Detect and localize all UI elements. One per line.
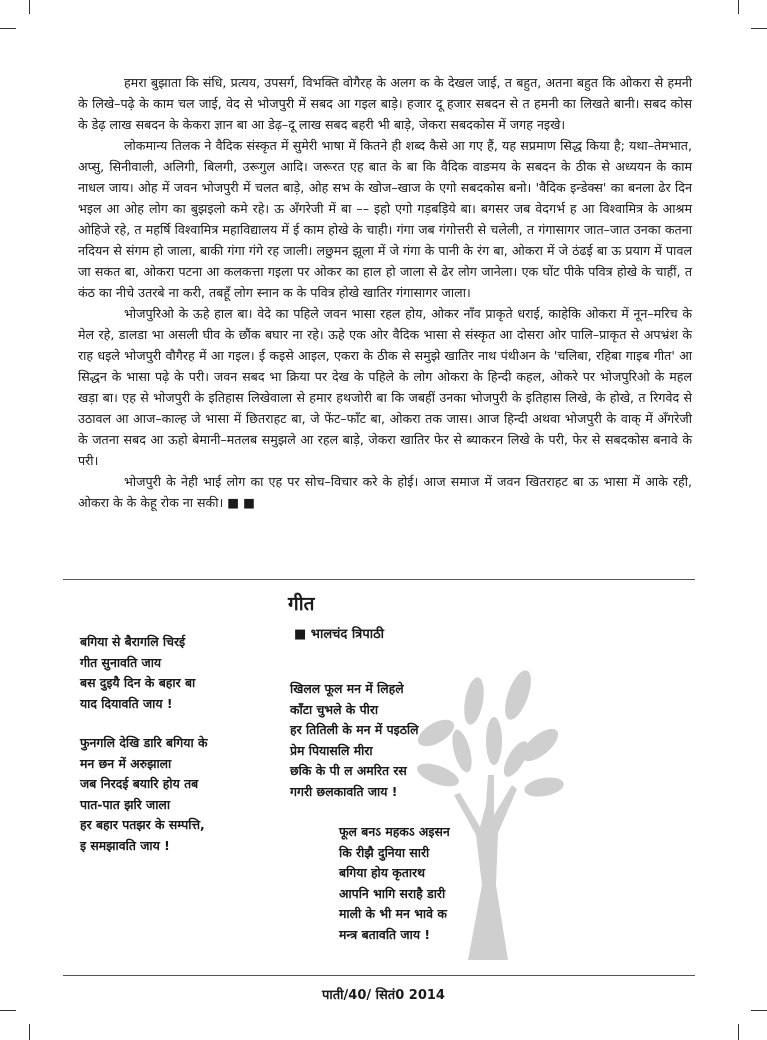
poem-line: हर तितिली के मन में पइठलि [290,722,419,737]
paragraph: हमरा बुझाता कि संधि, प्रत्यय, उपसर्ग, विभक्ति वोगैरह के अलग क के देखल जाई, त बहुत, अतना बहुत कि ओकरा से हमनी के लिखे–पढ़े के काम चल जाई, वेद से भोजपुरी में सबद आ गइल बाड़े। हजार दू हजार सबदन से त हमनी का लिखते बानी। सबद कोस के डेढ़ लाख सबदन के केकरा ज्ञान बा आ डेढ़–दू लाख सबद बहरी भी बाड़े, जेकरा सबदकोस में जगह नइखे। [78,75,692,132]
poem-line: छकि के पी ल अमरित रस [290,763,407,778]
crop-mark [751,1010,767,1011]
poem-line: बगिया होय कृतारथ [339,865,426,880]
poem-line: इ समझावति जाय ! [80,837,170,853]
poem-line: गगरी छलकावति जाय ! [290,783,398,799]
crop-mark [738,1024,739,1040]
poem-line: प्रेम पियासलि मीरा [290,742,373,758]
article-body [78,72,692,513]
poem-author: ■ भालचंद त्रिपाठी [294,627,385,642]
section-divider [63,579,695,580]
poem-line: गीत सुनावति जाय [80,654,162,670]
poem-line: हर बहार पतझर के सम्पत्ति, [80,817,205,832]
crop-mark [738,0,739,14]
crop-mark [29,1024,30,1040]
poem-line: माली के भी मन भावे क [339,906,447,921]
crop-mark [751,28,767,29]
poem-line: जब निरदई बयारि होय तब [80,776,199,791]
poem-line: बगिया से बैरागलि चिरई [80,634,186,649]
poem-stanza [290,679,419,802]
paragraph: भोजपुरिओ के ऊहे हाल बा। वेदे का पहिले जवन भासा रहल होय, ओकर नाँव प्राकृते धराई, काहेकि ओकरा में नून–मरिच के मेल रहे, डालडा भा असली घीव के छौंक बघार ना रहे। ऊहे एक ओर वैदिक भासा से संस्कृत आ दोसरा ओर पालि–प्राकृत से अपभ्रंश के राह धइले भोजपुरी वौगैरह में आ गइल। ई कइसे आइल, एकरा के ठीक से समुझे खातिर नाथ पंथीअन के 'चलिबा, रहिबा गाइब गीत' आ सिद्धन के भासा पढ़े के परी। जवन सबद भा क्रिया पर देख के पहिले के लोग ओकरा के हिन्दी कहल, ओकरे पर भोजपुरिओ के महल खड़ा बा। एह से भोजपुरी के इतिहास लिखेवाला से हमार हथजोरी बा कि जबहीं उनका भोजपुरी के इतिहास लिखे, के होखे, त रिगवेद से उठावल आ आज–काल्ह जे भासा में छितराहट बा, जे फेंट–फाँट बा, ओकरा तक जास। आज हिन्दी अथवा भोजपुरी के वाक् में अँगरेजी के जतना सबद आ ऊहो बेमानी–मतलब समुझले आ रहल बाड़े, जेकरा खातिर फेर से ब्याकरन लिखे के परी, फेर से सबदकोस बनावे के परी। [78,306,692,468]
poem-line: बस दुइयै दिन के बहार बा [80,675,196,690]
poem-line: आपनि भागि सराहै डारी [339,885,446,901]
paragraph: लोकमान्य तिलक ने वैदिक संस्कृत में सुमेरी भाषा में कितने ही शब्द कैसे आ गए हैं, यह सप्रमाण सिद्ध किया है; यथा–तेमभात, अप्सु, सिनीवाली, अलिगी, बिलगी, उरूगुल आदि। जरूरत एह बात के बा कि वैदिक वाङमय के सबदन के ठीक से अध्ययन के काम नाधल जाय। ओह में जवन भोजपुरी में चलत बाड़े, ओह सभ के खोज–खाज के एगो सबदकोस बनो। 'वैदिक इन्डेक्स' का बनला ढेर दिन भइल आ ओह लोग का बुझइलो कमे रहे। ऊ अँगरेजी में बा –– इहो एगो गड़बड़िये बा। बगसर जब वेदगर्भ ह आ विश्वामित्र के आश्रम ओहिजे रहे, त महर्षि विश्वामित्र महाविद्यालय में ई काम होखे के चाही। गंगा जब गंगोत्तरी से चलेली, त गंगासागर जात–जात उनका कतना नदियन से संगम हो जाला, बाकी गंगा गंगे रह जाली। लछुमन झूला में जे गंगा के पानी के रंग बा, ओकरा में जे ठंढई बा ऊ प्रयाग में पावल जा सकत बा, ओकरा पटना आ कलकत्ता गइला पर ओकर का हाल हो जाला से ढेर लोग जानेला। एक घोंट पीके पवित्र होखे के चाहीं, त कंठ का नीचे उतरबे ना करी, तबहूँ लोग स्नान क के पवित्र होखे खातिर गंगासागर जाला। [78,138,692,300]
poem-line: कि रीझै दुनिया सारी [339,844,430,860]
poem-title: गीत [288,593,315,615]
crop-mark [0,1010,16,1011]
paragraph: भोजपुरी के नेही भाई लोग का एह पर सोच–विचार करे के होई। आज समाज में जवन खितराहट बा ऊ भासा में आके रही, ओकरा के के केहू रोक ना सकी। ■ ■ [78,474,692,510]
poem-line: फूल बनऽ महकऽ अइसन [339,824,450,839]
poem-stanza [339,822,450,945]
footer-divider [63,975,695,976]
crop-mark [29,0,30,14]
poem-stanza [80,733,207,856]
page-footer: पाती/40/ सितं0 2014 [322,988,445,1003]
poem-line: मन्त्र बतावति जाय ! [339,926,430,942]
poem-line: खिलल फूल मन में लिहले [290,681,404,696]
poem-line: फुनगलि देखि डारि बगिया के [80,735,208,750]
poem-line: मन छन में अरुझाला [80,755,172,771]
poem-line: काँटा चुभले के पीरा [290,701,379,717]
crop-mark [0,28,16,29]
poem-line: याद दियावति जाय ! [80,695,173,711]
poem-stanza [80,632,195,714]
poem-line: पात-पात झरि जाला [80,796,171,812]
